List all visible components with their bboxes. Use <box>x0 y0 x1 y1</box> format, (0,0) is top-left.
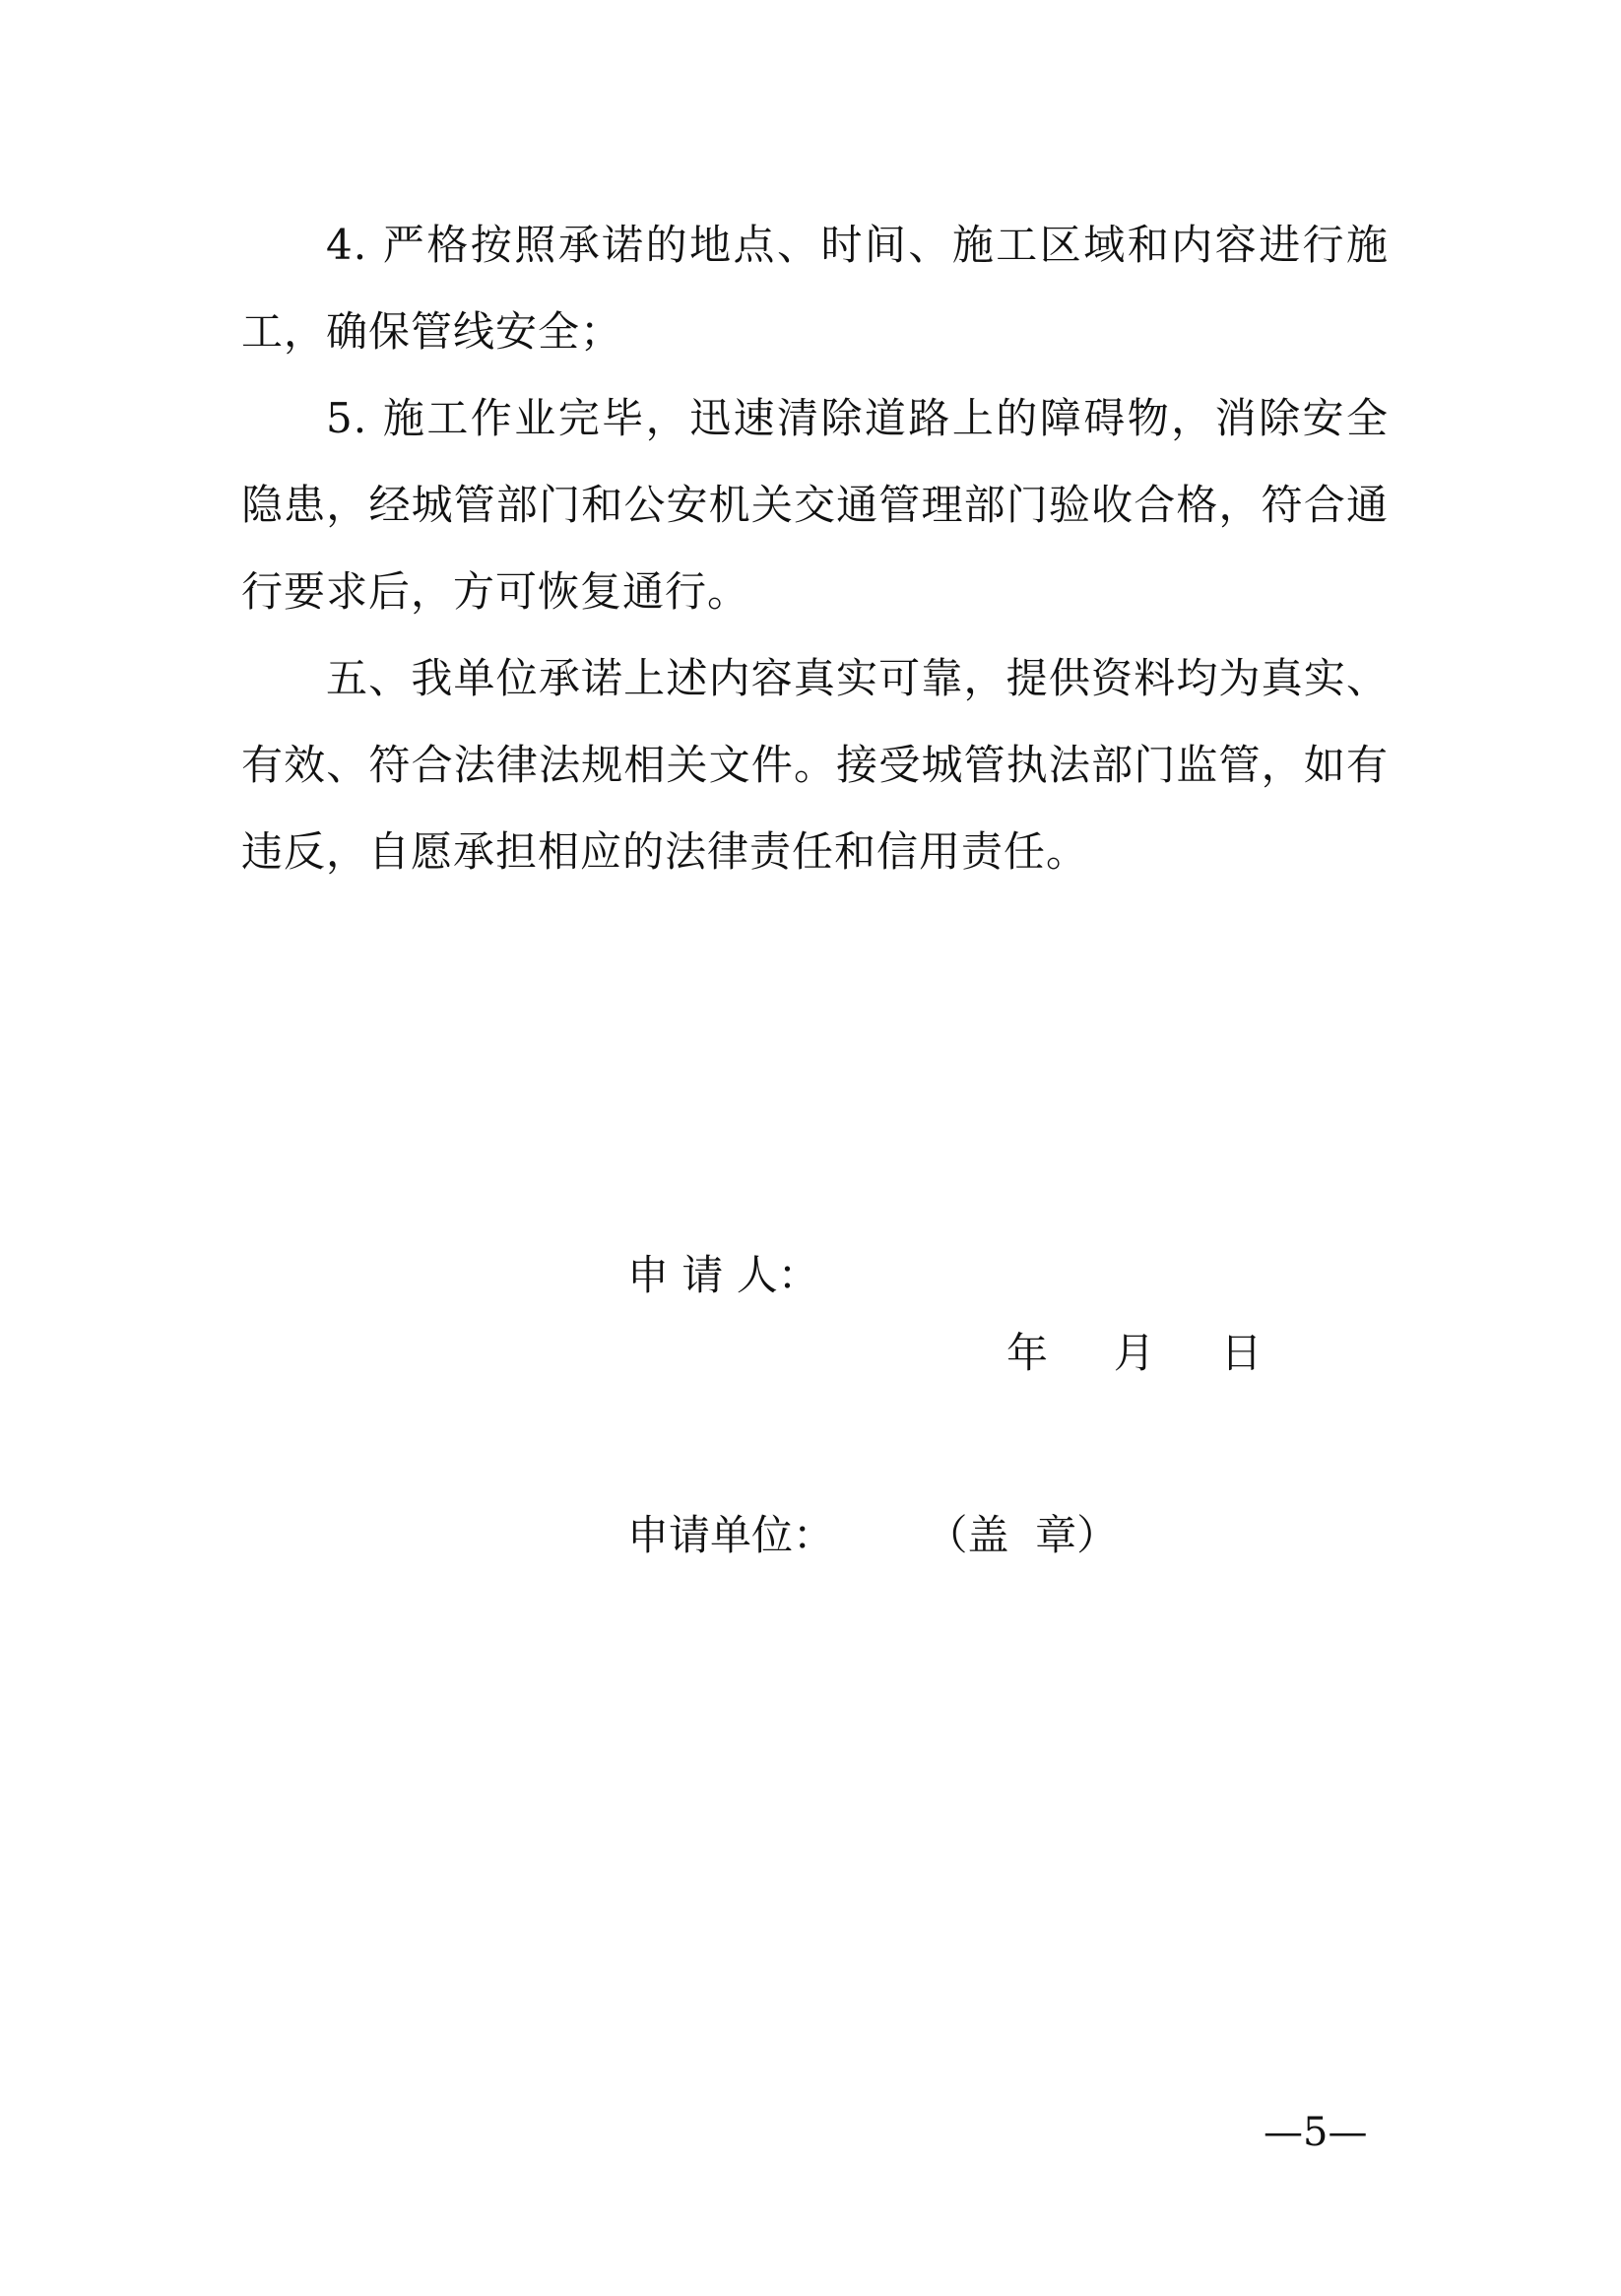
applicant-label: 申 请 人： <box>627 1251 819 1299</box>
stamp-note: （盖 章） <box>926 1511 1119 1559</box>
applicant-unit-label: 申请单位： <box>627 1511 835 1559</box>
stamp-spacer <box>834 1511 926 1559</box>
date-line: 年 月 日 <box>1006 1329 1263 1377</box>
paragraph-item-4: 4. 严格按照承诺的地点、时间、施工区域和内容进行施工，确保管线安全； <box>241 221 1389 356</box>
signature-block <box>627 1059 1118 1752</box>
applicant-unit-row <box>627 1492 1118 1579</box>
page-number: —5— <box>1264 2110 1368 2155</box>
paragraph-item-5: 5. 施工作业完毕，迅速清除道路上的障碍物，消除安全隐患，经城管部门和公安机关交通管理部门验收合格，符合通行要求后，方可恢复通行。 <box>241 394 1389 616</box>
paragraph-commitment: 五、我单位承诺上述内容真实可靠，提供资料均为真实、有效、符合法律法规相关文件。接受城管执法部门监管，如有违反，自愿承担相应的法律责任和信用责任。 <box>241 654 1389 876</box>
document-body <box>241 202 1389 895</box>
